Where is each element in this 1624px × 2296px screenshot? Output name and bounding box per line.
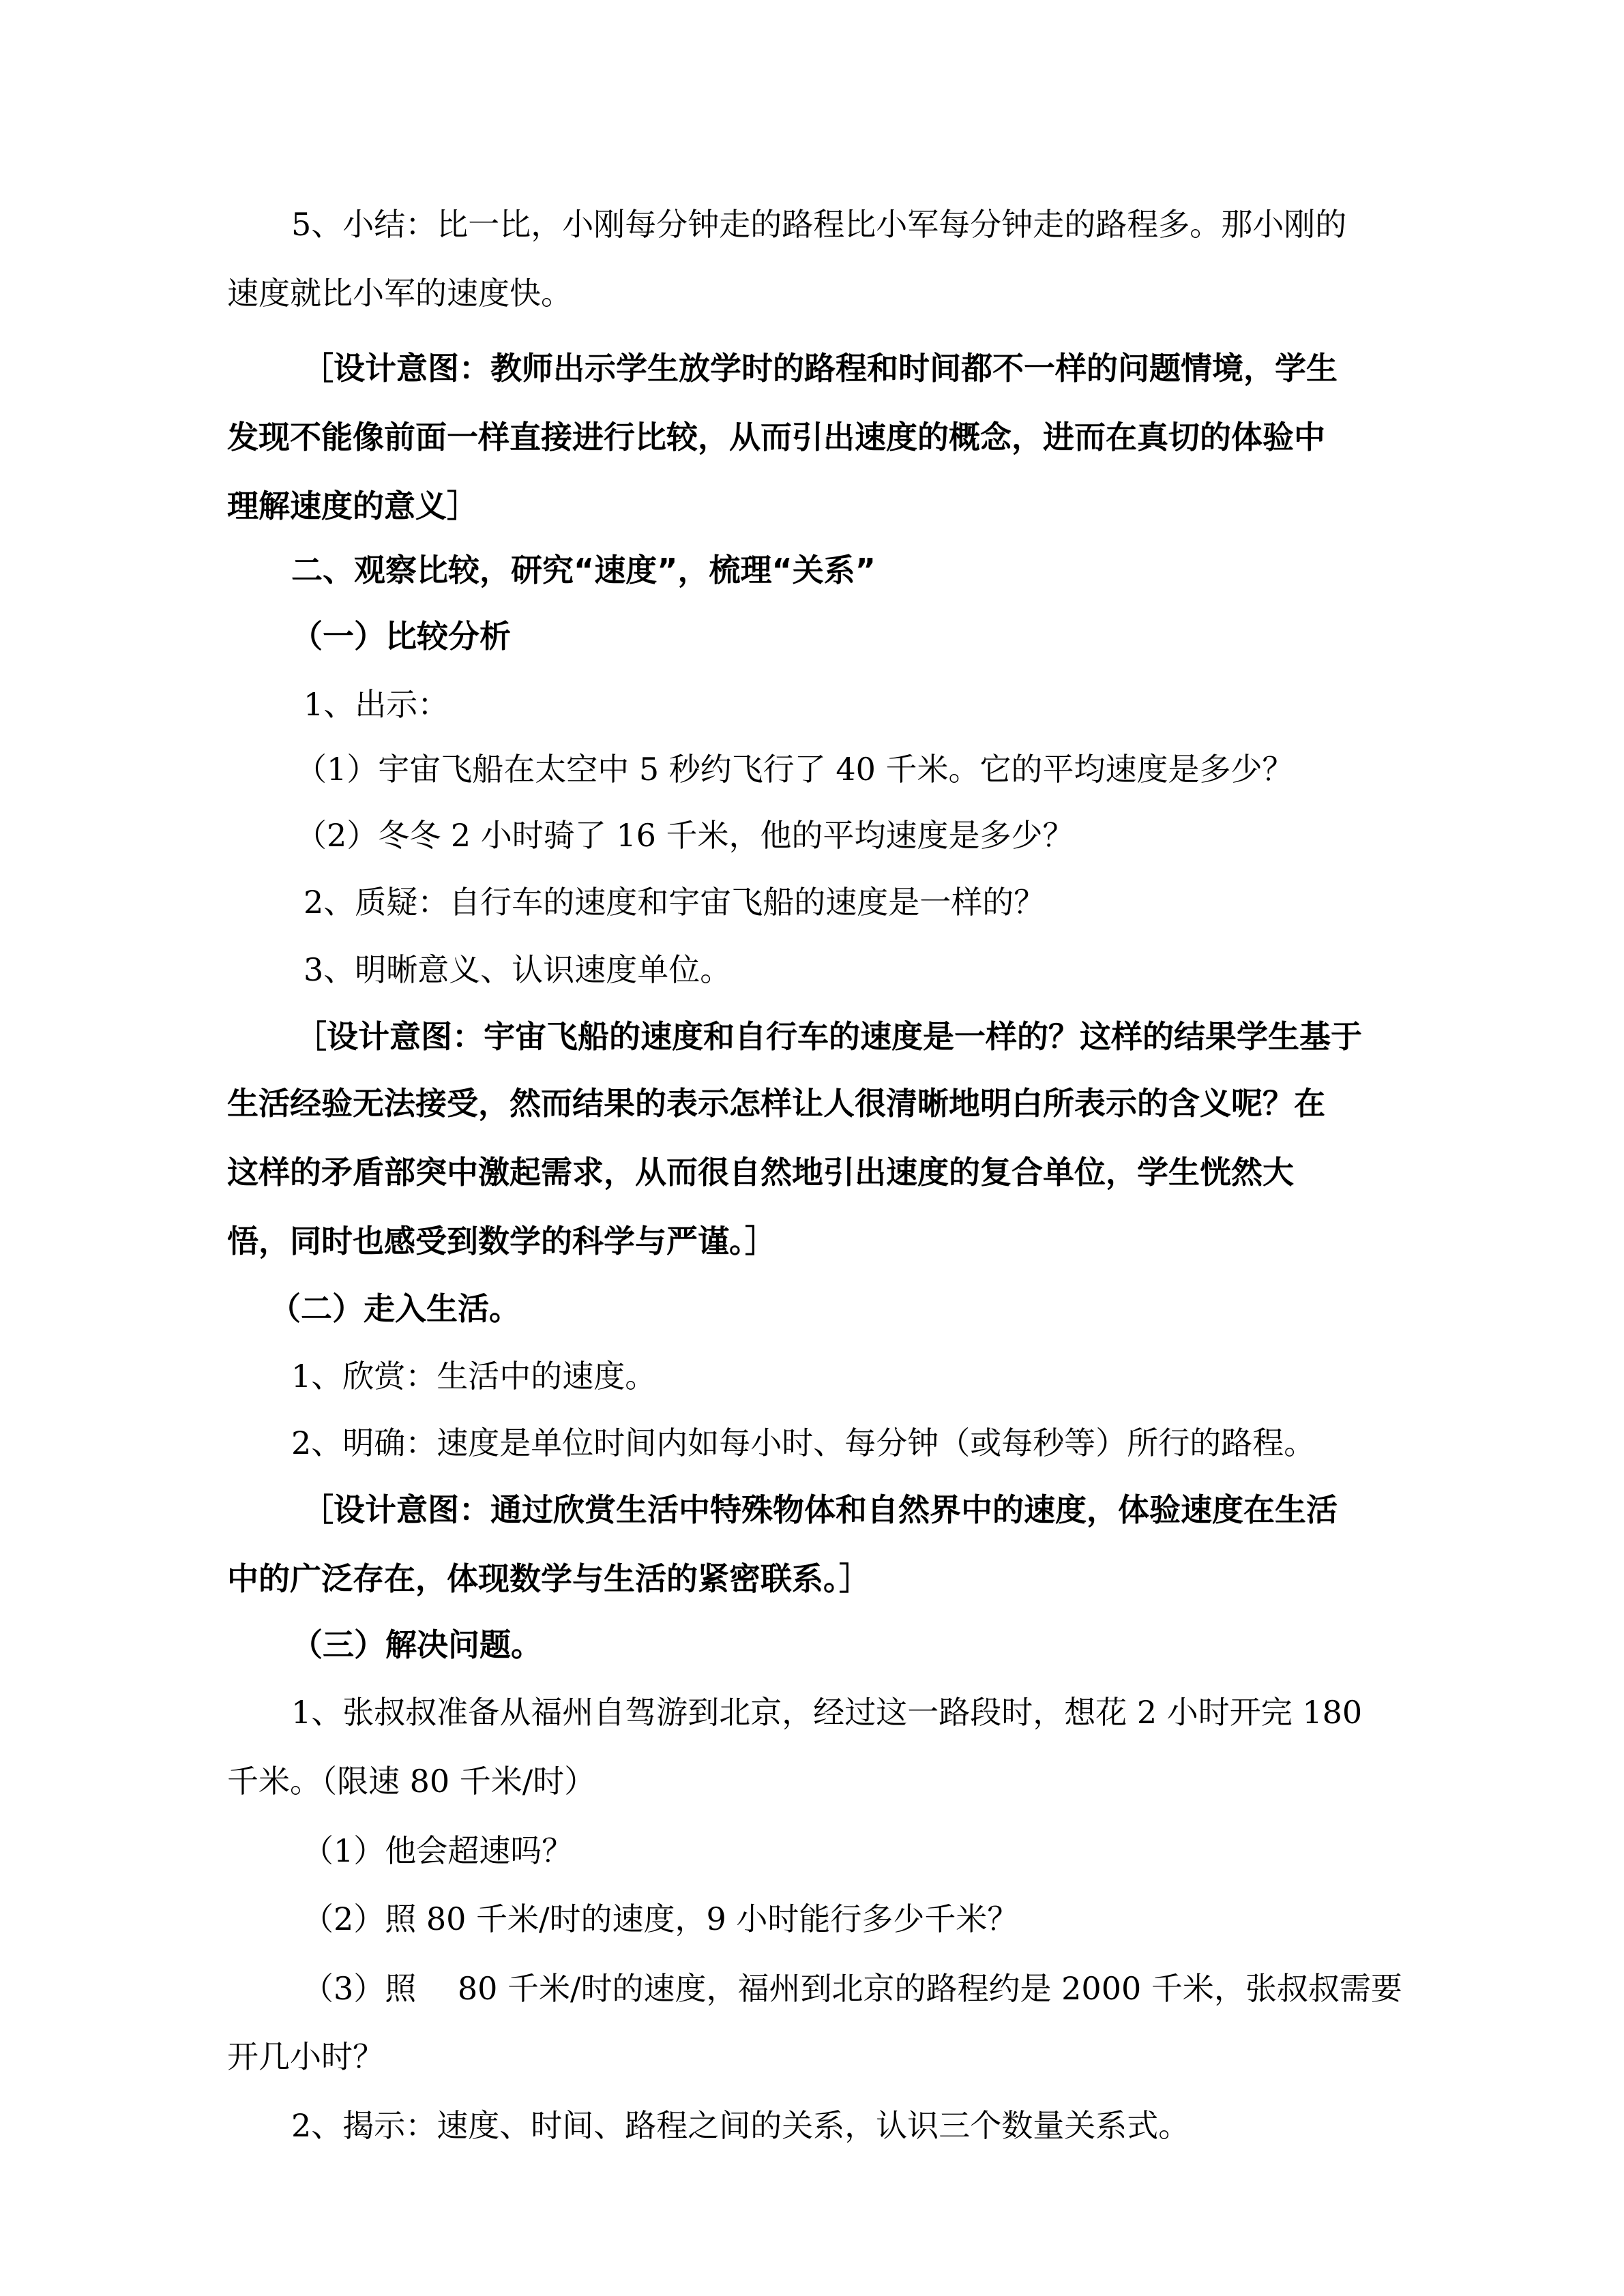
paragraph-line: （2）照 80 千米/时的速度，9 小时能行多少千米？ — [302, 1900, 1019, 1937]
paragraph-line: 2、质疑：自行车的速度和宇宙飞船的速度是一样的？ — [304, 884, 1046, 921]
paragraph-line: （2）冬冬 2 小时骑了 16 千米，他的平均速度是多少？ — [295, 817, 1074, 854]
paragraph-line: 开几小时？ — [227, 2038, 384, 2075]
paragraph-line: 2、明确：速度是单位时间内如每小时、每分钟（或每秒等）所行的路程。 — [291, 1425, 1316, 1461]
paragraph-line: 千米。（限速 80 千米/时） — [227, 1763, 596, 1800]
design-intent-line: 理解速度的意义］ — [227, 488, 478, 524]
design-intent-line: 发现不能像前面一样直接进行比较，从而引出速度的概念，进而在真切的体验中 — [227, 419, 1325, 456]
paragraph-line: 2、揭示：速度、时间、路程之间的关系，认识三个数量关系式。 — [291, 2107, 1190, 2144]
design-intent-line: ［设计意图：宇宙飞船的速度和自行车的速度是一样的？这样的结果学生基于 — [295, 1018, 1362, 1055]
subsection-heading: （一）比较分析 — [291, 618, 511, 655]
paragraph-line: （1）他会超速吗？ — [302, 1832, 574, 1869]
section-heading: 二、观察比较，研究“速度”，梳理“关系” — [291, 552, 876, 588]
design-intent-line: 生活经验无法接受，然而结果的表示怎样让人很清晰地明白所表示的含义呢？在 — [227, 1085, 1325, 1122]
subsection-heading: （二）走入生活。 — [269, 1290, 520, 1327]
paragraph-line: 1、欣赏：生活中的速度。 — [291, 1358, 657, 1395]
design-intent-line: 悟，同时也感受到数学的科学与严谨。］ — [227, 1223, 776, 1259]
paragraph-line: 1、出示： — [304, 686, 449, 723]
design-intent-line: 这样的矛盾部突中激起需求，从而很自然地引出速度的复合单位，学生恍然大 — [227, 1154, 1294, 1191]
paragraph-line: （3）照 80 千米/时的速度，福州到北京的路程约是 2000 千米，张叔叔需要 — [302, 1970, 1402, 2007]
subsection-heading: （三）解决问题。 — [291, 1626, 542, 1663]
design-intent-line: ［设计意图：教师出示学生放学时的路程和时间都不一样的问题情境，学生 — [302, 350, 1338, 387]
paragraph-line: 1、张叔叔准备从福州自驾游到北京，经过这一路段时，想花 2 小时开完 180 — [291, 1694, 1363, 1731]
paragraph-line: 速度就比小军的速度快。 — [227, 275, 572, 312]
paragraph-line: 3、明晰意义、认识速度单位。 — [304, 951, 732, 988]
design-intent-line: ［设计意图：通过欣赏生活中特殊物体和自然界中的速度，体验速度在生活 — [302, 1491, 1338, 1528]
design-intent-line: 中的广泛存在，体现数学与生活的紧密联系。］ — [227, 1560, 870, 1597]
paragraph-line: 5、小结：比一比，小刚每分钟走的路程比小军每分钟走的路程多。那小刚的 — [291, 206, 1347, 243]
paragraph-line: （1）宇宙飞船在太空中 5 秒约飞行了 40 千米。它的平均速度是多少？ — [295, 751, 1294, 788]
